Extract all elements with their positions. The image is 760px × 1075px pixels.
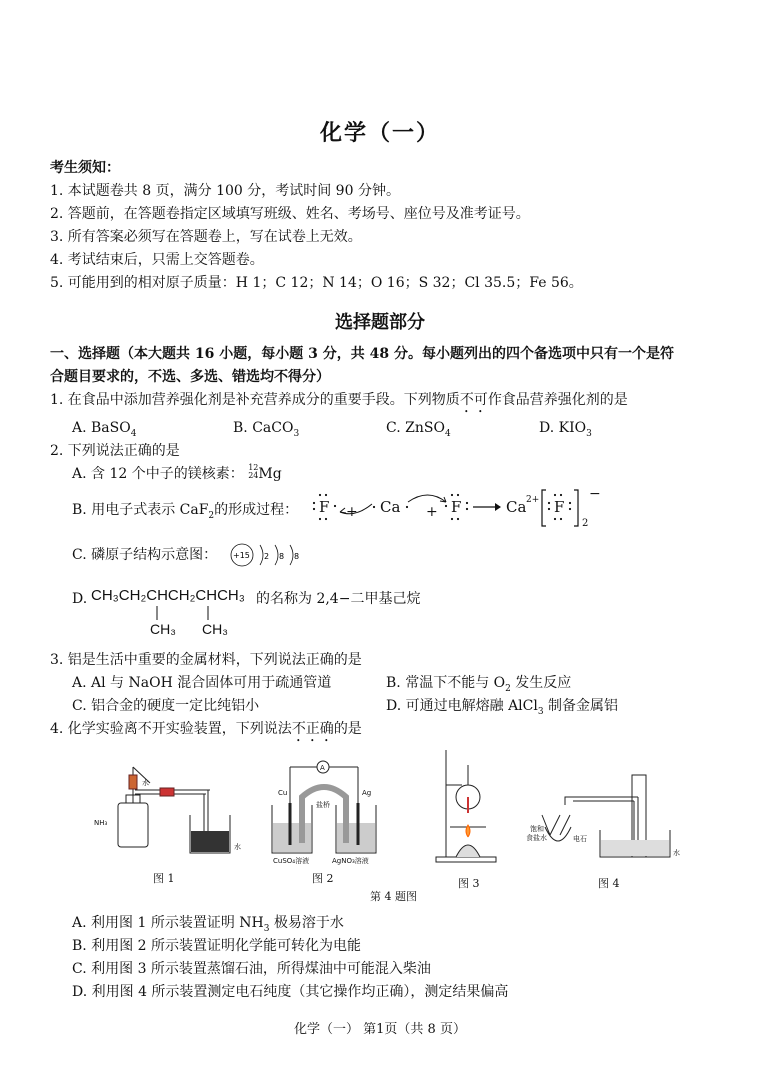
fluorine-left-symbol: F bbox=[319, 498, 330, 516]
q3-option-a: A. Al 与 NaOH 混合固体可用于疏通管道 bbox=[72, 675, 332, 691]
part1-instruction-line1: 一、选择题（本大题共 16 小题，每小题 3 分，共 48 分。每小题列出的四个备选项中只有一个是符 bbox=[50, 346, 674, 362]
fluoride-symbol: F bbox=[554, 498, 565, 516]
fig2-ammeter-label: A bbox=[320, 764, 325, 772]
fig3-label: 图 3 bbox=[458, 877, 480, 890]
q1-option-a: A. BaSO$_4$ bbox=[72, 420, 137, 439]
notice-item: 4. 考试结束后，只需上交答题卷。 bbox=[50, 252, 264, 268]
fluoride-charge: − bbox=[589, 486, 601, 502]
apparatus-figures bbox=[90, 745, 690, 905]
calcium-ion-charge: 2+ bbox=[526, 495, 540, 505]
q3-option-b: B. 常温下不能与 $O_2$ 发生反应 bbox=[386, 675, 572, 694]
q2-option-c: C. 磷原子结构示意图： bbox=[72, 547, 218, 563]
shell-2-electrons: 8 bbox=[279, 552, 285, 561]
q3-option-d: D. 可通过电解熔融 AlCl$_3$ 制备金属铝 bbox=[386, 698, 619, 717]
plus-sign-1: + bbox=[346, 504, 358, 520]
fig2-cu-label: Cu bbox=[278, 789, 288, 797]
plus-sign-2: + bbox=[426, 504, 438, 520]
q2-d-text: 的名称为 2,4−二甲基己烷 bbox=[256, 591, 421, 607]
fig2-label: 图 2 bbox=[312, 872, 334, 885]
q2-option-a: A. 含 12 个中子的镁核素： 12 24Mg bbox=[72, 463, 282, 482]
figure-1-fountain-apparatus bbox=[118, 767, 230, 853]
notice-item: 5. 可能用到的相对原子质量：H 1；C 12；N 14；O 16；S 32；Cl 35.5；Fe 56。 bbox=[50, 275, 583, 291]
fig2-salt-bridge-label: 盐桥 bbox=[316, 801, 330, 809]
q1-option-b: B. CaCO$_3$ bbox=[233, 420, 300, 439]
q1-stem bbox=[50, 390, 628, 416]
fig4-label: 图 4 bbox=[598, 877, 620, 890]
notice-item: 1. 本试题卷共 8 页，满分 100 分，考试时间 90 分钟。 bbox=[50, 183, 400, 199]
q1-option-d: D. $KIO_3$ bbox=[539, 420, 592, 439]
figure-caption: 第 4 题图 bbox=[370, 890, 417, 903]
fig4-brine-label: 饱和 bbox=[530, 825, 544, 833]
notice-item: 2. 答题前，在答题卷指定区域填写班级、姓名、考场号、座位号及准考证号。 bbox=[50, 206, 530, 222]
fig1-water-label: 水 bbox=[142, 779, 149, 787]
fig4-brine-label-2: 食盐水 bbox=[526, 834, 547, 842]
q1-stem-emphasis: 不可 bbox=[459, 392, 488, 408]
fig4-water-label: 水 bbox=[673, 849, 680, 857]
q3-option-c: C. 铝合金的硬度一定比纯铝小 bbox=[72, 698, 260, 714]
q2-option-b: B. 用电子式表示 CaF$_2$的形成过程： bbox=[72, 502, 299, 521]
notice-item: 3. 所有答案必须写在答题卷上，写在试卷上无效。 bbox=[50, 229, 362, 245]
page-footer: 化学（一） 第1页（共 8 页） bbox=[294, 1022, 466, 1037]
methyl-branch-2: CH₃ bbox=[202, 621, 228, 637]
fluoride-count: 2 bbox=[582, 518, 589, 529]
part1-instruction-line2: 合题目要求的，不选、多选、错选均不得分） bbox=[50, 369, 330, 385]
isotope-numbers: 12 24 bbox=[248, 463, 259, 480]
q1-stem-text-end: 作食品营养强化剂的是 bbox=[487, 392, 628, 408]
page-title: 化学（一） bbox=[319, 120, 440, 146]
notice-heading: 考生须知： bbox=[50, 160, 120, 176]
nucleus-charge: +15 bbox=[233, 551, 250, 560]
q4-option-a: A. 利用图 1 所示装置证明 $NH_3$ 极易溶于水 bbox=[72, 915, 344, 934]
fluorine-right-symbol: F bbox=[451, 498, 462, 516]
methyl-branch-1: CH₃ bbox=[150, 621, 176, 637]
fig4-carbide-label: 电石 bbox=[573, 835, 587, 843]
q2-option-d-label: D. bbox=[72, 591, 88, 607]
q4-stem: 4. 化学实验离不开实验装置，下列说法不正确的是 bbox=[50, 721, 362, 737]
calcium-symbol: Ca bbox=[380, 498, 401, 516]
fig2-cuso4-label: CuSO₄溶液 bbox=[273, 857, 310, 865]
q2-stem: 2. 下列说法正确的是 bbox=[50, 443, 180, 459]
q1-option-c: C. ZnSO$_4$ bbox=[386, 420, 451, 439]
q4-option-b: B. 利用图 2 所示装置证明化学能可转化为电能 bbox=[72, 938, 361, 954]
q4-option-c: C. 利用图 3 所示装置蒸馏石油，所得煤油中可能混入柴油 bbox=[72, 961, 431, 977]
fig1-label: 图 1 bbox=[153, 872, 175, 885]
phosphorus-atom-diagram bbox=[228, 540, 308, 570]
q1-stem-text: 1. 在食品中添加营养强化剂是补充营养成分的重要手段。下列物质 bbox=[50, 392, 460, 408]
fig1-nh3-label: NH₃ bbox=[94, 819, 108, 827]
electron-dot-diagram bbox=[310, 484, 610, 532]
q4-stem-emphasis: 不正确 bbox=[291, 721, 334, 737]
shell-3-electrons: 8 bbox=[294, 552, 300, 561]
fig2-agno3-label: AgNO₃溶液 bbox=[332, 857, 369, 865]
figure-4-gas-measurement bbox=[542, 775, 670, 857]
fig1-beaker-water-label: 水 bbox=[234, 843, 241, 851]
left-bracket bbox=[542, 490, 546, 526]
figure-3-distillation bbox=[436, 750, 496, 862]
q2-d-formula: CH₃CH₂CHCH₂CHCH₃ bbox=[91, 587, 245, 604]
fig2-ag-label: Ag bbox=[362, 789, 372, 797]
section-title: 选择题部分 bbox=[335, 312, 425, 333]
q4-option-d: D. 利用图 4 所示装置测定电石纯度（其它操作均正确），测定结果偏高 bbox=[72, 984, 509, 1000]
shell-1-electrons: 2 bbox=[264, 552, 270, 561]
branch-bonds bbox=[150, 606, 230, 622]
q3-stem: 3. 铝是生活中重要的金属材料，下列说法正确的是 bbox=[50, 652, 362, 668]
right-bracket bbox=[574, 490, 578, 526]
calcium-ion-symbol: Ca bbox=[506, 498, 527, 516]
